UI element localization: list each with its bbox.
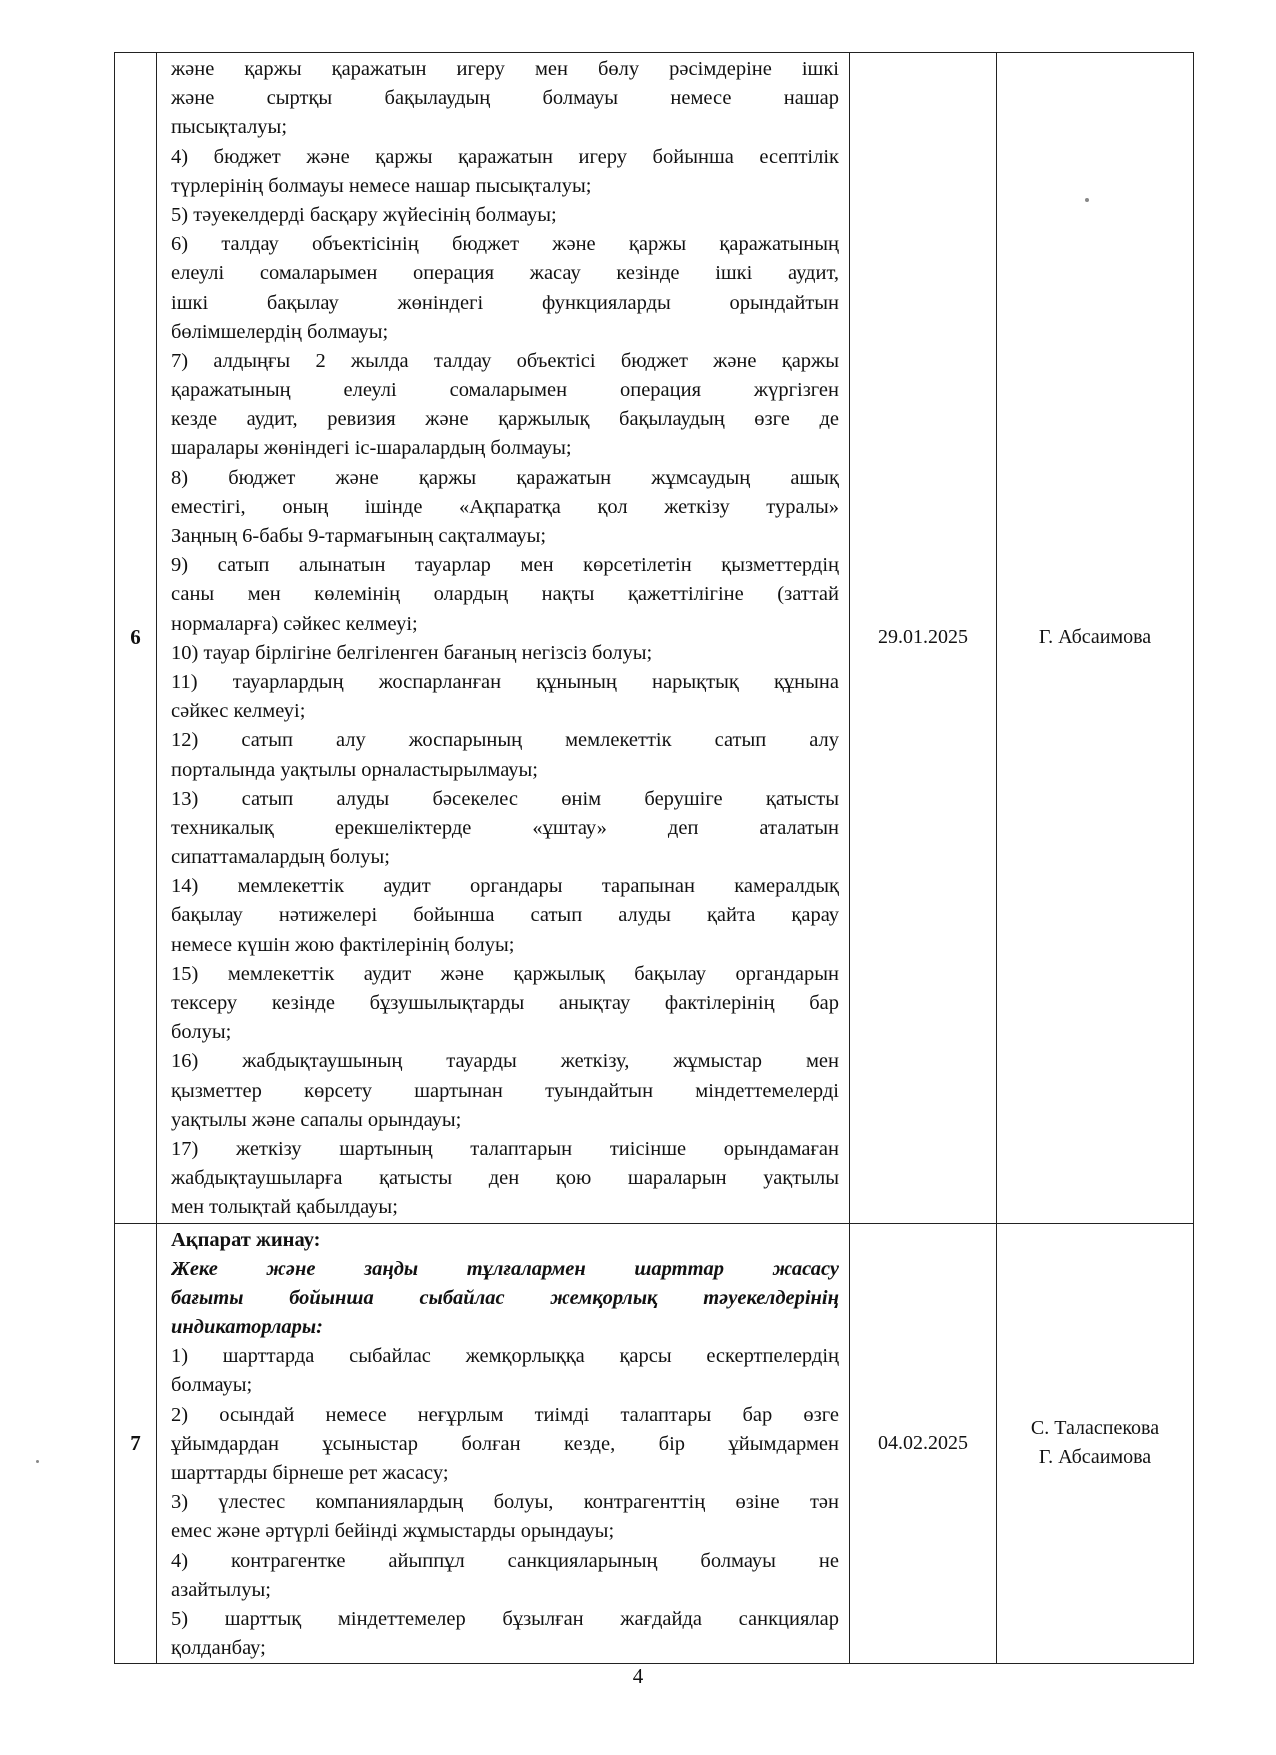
description-line: болуы; [171, 1021, 232, 1044]
description-line: 5) шарттық міндеттемелер бұзылған жағдайда санкциялар [171, 1607, 839, 1630]
description-line: 16) жабдықтаушының тауарды жеткізу, жұмыстар мен [171, 1050, 839, 1073]
description-line: және сыртқы бақылаудың болмауы немесе нашар [171, 87, 839, 110]
description-line: қызметтер көрсету шартынан туындайтын міндеттемелерді [171, 1079, 839, 1102]
table-row-7 [115, 1223, 1194, 1664]
description-line: сипаттамалардың болуы; [171, 846, 390, 869]
description-line: 2) осындай немесе неғұрлым тиімді талаптары бар өзге [171, 1403, 839, 1426]
description-line: порталында уақтылы орналастырылмауы; [171, 758, 538, 781]
responsible-person: С. Таласпекова [1030, 1417, 1160, 1440]
description-line: Жеке және заңды тұлғалармен шарттар жасасу [171, 1257, 839, 1280]
deadline-date: 04.02.2025 [878, 1431, 968, 1454]
description-cell [157, 1223, 850, 1664]
description-line: тексеру кезінде бұзушылықтарды анықтау фактілерінің бар [171, 992, 839, 1014]
description-line: 6) талдау объектісінің бюджет және қаржы қаражатының [171, 233, 839, 256]
description-line: уақтылы және сапалы орындауы; [171, 1108, 462, 1131]
description-line: емес және әртүрлі бейінді жұмыстарды орындауы; [171, 1520, 615, 1543]
description-line: 12) сатып алу жоспарының мемлекеттік сатып алу [171, 729, 839, 752]
date-cell [850, 1223, 997, 1664]
description-line: бағыты бойынша сыбайлас жемқорлық тәуекелдерінің [171, 1286, 839, 1309]
description-line: түрлерінің болмауы немесе нашар пысықталуы; [171, 174, 592, 197]
description-line: Ақпарат жинау: [171, 1228, 321, 1251]
description-line: 14) мемлекеттік аудит органдары тарапынан камералдық [171, 875, 839, 898]
description-line: кезде аудит, ревизия және қаржылық бақылаудың өзге де [171, 408, 839, 431]
description-line: сәйкес келмеуі; [171, 700, 306, 723]
description-line: ұйымдардан ұсыныстар болған кезде, бір ұйымдармен [171, 1432, 839, 1455]
description-line: еместігі, оның ішінде «Ақпаратқа қол жеткізу туралы» [171, 495, 839, 518]
row-number: 7 [130, 1430, 141, 1455]
description-line: шаралары жөніндегі іс-шаралардың болмауы; [171, 437, 572, 460]
description-line: саны мен көлемінің олардың нақты қажеттілігіне (заттай [171, 583, 839, 606]
description-line: 4) бюджет және қаржы қаражатын игеру бойынша есептілік [171, 145, 839, 168]
description-line: 11) тауарлардың жоспарланған құнының нарықтық құнына [171, 670, 839, 693]
description-line: 3) үлестес компаниялардың болуы, контрагенттің өзіне тән [171, 1491, 839, 1514]
description-line: және қаржы қаражатын игеру мен бөлу рәсімдеріне ішкі [171, 58, 839, 80]
description-line: 9) сатып алынатын тауарлар мен көрсетілетін қызметтердің [171, 554, 839, 577]
description-line: 1) шарттарда сыбайлас жемқорлыққа қарсы ескертпелердің [171, 1345, 839, 1368]
measures-table [114, 52, 1194, 1664]
description-line: азайтылуы; [171, 1578, 271, 1601]
description-line: мен толықтай қабылдауы; [171, 1196, 398, 1219]
responsible-cell [997, 1223, 1194, 1664]
row-number-cell [115, 1223, 157, 1664]
description-line: болмауы; [171, 1374, 253, 1397]
description-line: бақылау нәтижелері бойынша сатып алуды қайта қарау [171, 904, 839, 927]
description-line: бөлімшелердің болмауы; [171, 320, 389, 343]
responsible-cell [997, 53, 1194, 1224]
description-line: ішкі бақылау жөніндегі функцияларды орындайтын [171, 291, 839, 314]
scan-speck [1085, 198, 1089, 202]
description-line: қаражатының елеулі сомаларымен операция жүргізген [171, 379, 839, 402]
row-number: 6 [130, 625, 141, 650]
responsible-person: Г. Абсаимова [1038, 1446, 1152, 1469]
description-line: 5) тәуекелдерді басқару жүйесінің болмауы; [171, 203, 557, 226]
description-line: Заңның 6-бабы 9-тармағының сақталмауы; [171, 525, 547, 547]
description-line: 13) сатып алуды бәсекелес өнім берушіге қатысты [171, 787, 839, 810]
deadline-date: 29.01.2025 [878, 626, 968, 649]
description-line: 8) бюджет және қаржы қаражатын жұмсаудың ашық [171, 466, 839, 489]
description-line: техникалық ерекшеліктерде «ұштау» деп аталатын [171, 816, 839, 839]
scan-speck [36, 1460, 39, 1463]
responsible-person: Г. Абсаимова [1038, 626, 1152, 649]
description-line: жабдықтаушыларға қатысты ден қою шараларын уақтылы [171, 1167, 839, 1190]
description-line: немесе күшін жою фактілерінің болуы; [171, 933, 515, 956]
description-line: 4) контрагентке айыппұл санкцияларының болмауы не [171, 1549, 839, 1572]
page-number: 4 [632, 1664, 644, 1688]
description-line: қолданбау; [171, 1637, 266, 1660]
table-row-6 [115, 53, 1194, 1224]
description-line: индикаторлары: [171, 1316, 323, 1339]
description-line: 10) тауар бірлігіне белгіленген бағаның негізсіз болуы; [171, 641, 653, 664]
description-line: пысықталуы; [171, 116, 288, 139]
date-cell [850, 53, 997, 1224]
row-number-cell [115, 53, 157, 1224]
description-line: нормаларға) сәйкес келмеуі; [171, 612, 418, 635]
description-line: елеулі сомаларымен операция жасау кезінде ішкі аудит, [171, 262, 839, 285]
description-cell [157, 53, 850, 1224]
description-line: 17) жеткізу шартының талаптарын тиісінше орындамаған [171, 1137, 839, 1160]
description-line: 7) алдыңғы 2 жылда талдау объектісі бюджет және қаржы [171, 349, 839, 372]
description-line: шарттарды бірнеше рет жасасу; [171, 1462, 449, 1484]
description-line: 15) мемлекеттік аудит және қаржылық бақылау органдарын [171, 962, 839, 985]
